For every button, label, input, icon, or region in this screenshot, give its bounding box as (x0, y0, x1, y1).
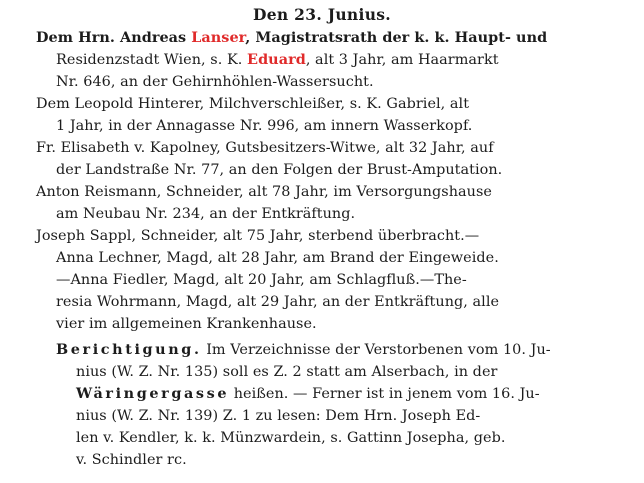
text-line: Anna Lechner, Magd, alt 28 Jahr, am Brand der Eingeweide. (56, 250, 499, 266)
text-line: Nr. 646, an der Gehirnhöhlen-Wassersucht. (56, 74, 374, 90)
text-line: Joseph Sappl, Schneider, alt 75 Jahr, sterbend überbracht.— (36, 228, 480, 244)
text-line: 1 Jahr, in der Annagasse Nr. 996, am innern Wasserkopf. (56, 118, 473, 134)
text-line: —Anna Fiedler, Magd, alt 20 Jahr, am Schlagfluß.—The- (56, 272, 467, 288)
highlighted-name: Eduard (247, 51, 306, 68)
text-line: am Neubau Nr. 234, an der Entkräftung. (56, 206, 356, 222)
text-line: Anton Reismann, Schneider, alt 78 Jahr, im Versorgungshause (36, 184, 492, 200)
text-line: Residenzstadt Wien, s. K. Eduard, alt 3 Jahr, am Haarmarkt (56, 51, 499, 68)
text-line: len v. Kendler, k. k. Münzwardein, s. Gattinn Josepha, geb. (76, 430, 506, 446)
street-name: Wäringergasse (76, 385, 230, 402)
date-heading: Den 23. Junius. (253, 5, 391, 24)
text-line: vier im allgemeinen Krankenhause. (56, 316, 317, 332)
text-line: v. Schindler rc. (76, 452, 187, 468)
highlighted-name: Lanser (191, 29, 246, 46)
text-line: Dem Hrn. Andreas Lanser, Magistratsrath der k. k. Haupt- und (36, 29, 548, 46)
text-line: Fr. Elisabeth v. Kapolney, Gutsbesitzers-Witwe, alt 32 Jahr, auf (36, 140, 494, 156)
text-line: resia Wohrmann, Magd, alt 29 Jahr, an der Entkräftung, alle (56, 294, 500, 310)
text-line: Wäringergasse heißen. — Ferner ist in jenem vom 16. Ju- (76, 385, 540, 402)
text-line: der Landstraße Nr. 77, an den Folgen der Brust-Amputation. (56, 162, 503, 178)
text-line: nius (W. Z. Nr. 139) Z. 1 zu lesen: Dem Hrn. Joseph Ed- (76, 408, 481, 424)
text-line: Berichtigung. Im Verzeichnisse der Verstorbenen vom 10. Ju- (56, 341, 551, 358)
correction-label: Berichtigung. (56, 341, 202, 358)
text-line: nius (W. Z. Nr. 135) soll es Z. 2 statt am Alserbach, in der (76, 364, 498, 380)
text-line: Dem Leopold Hinterer, Milchverschleißer, s. K. Gabriel, alt (36, 96, 470, 112)
